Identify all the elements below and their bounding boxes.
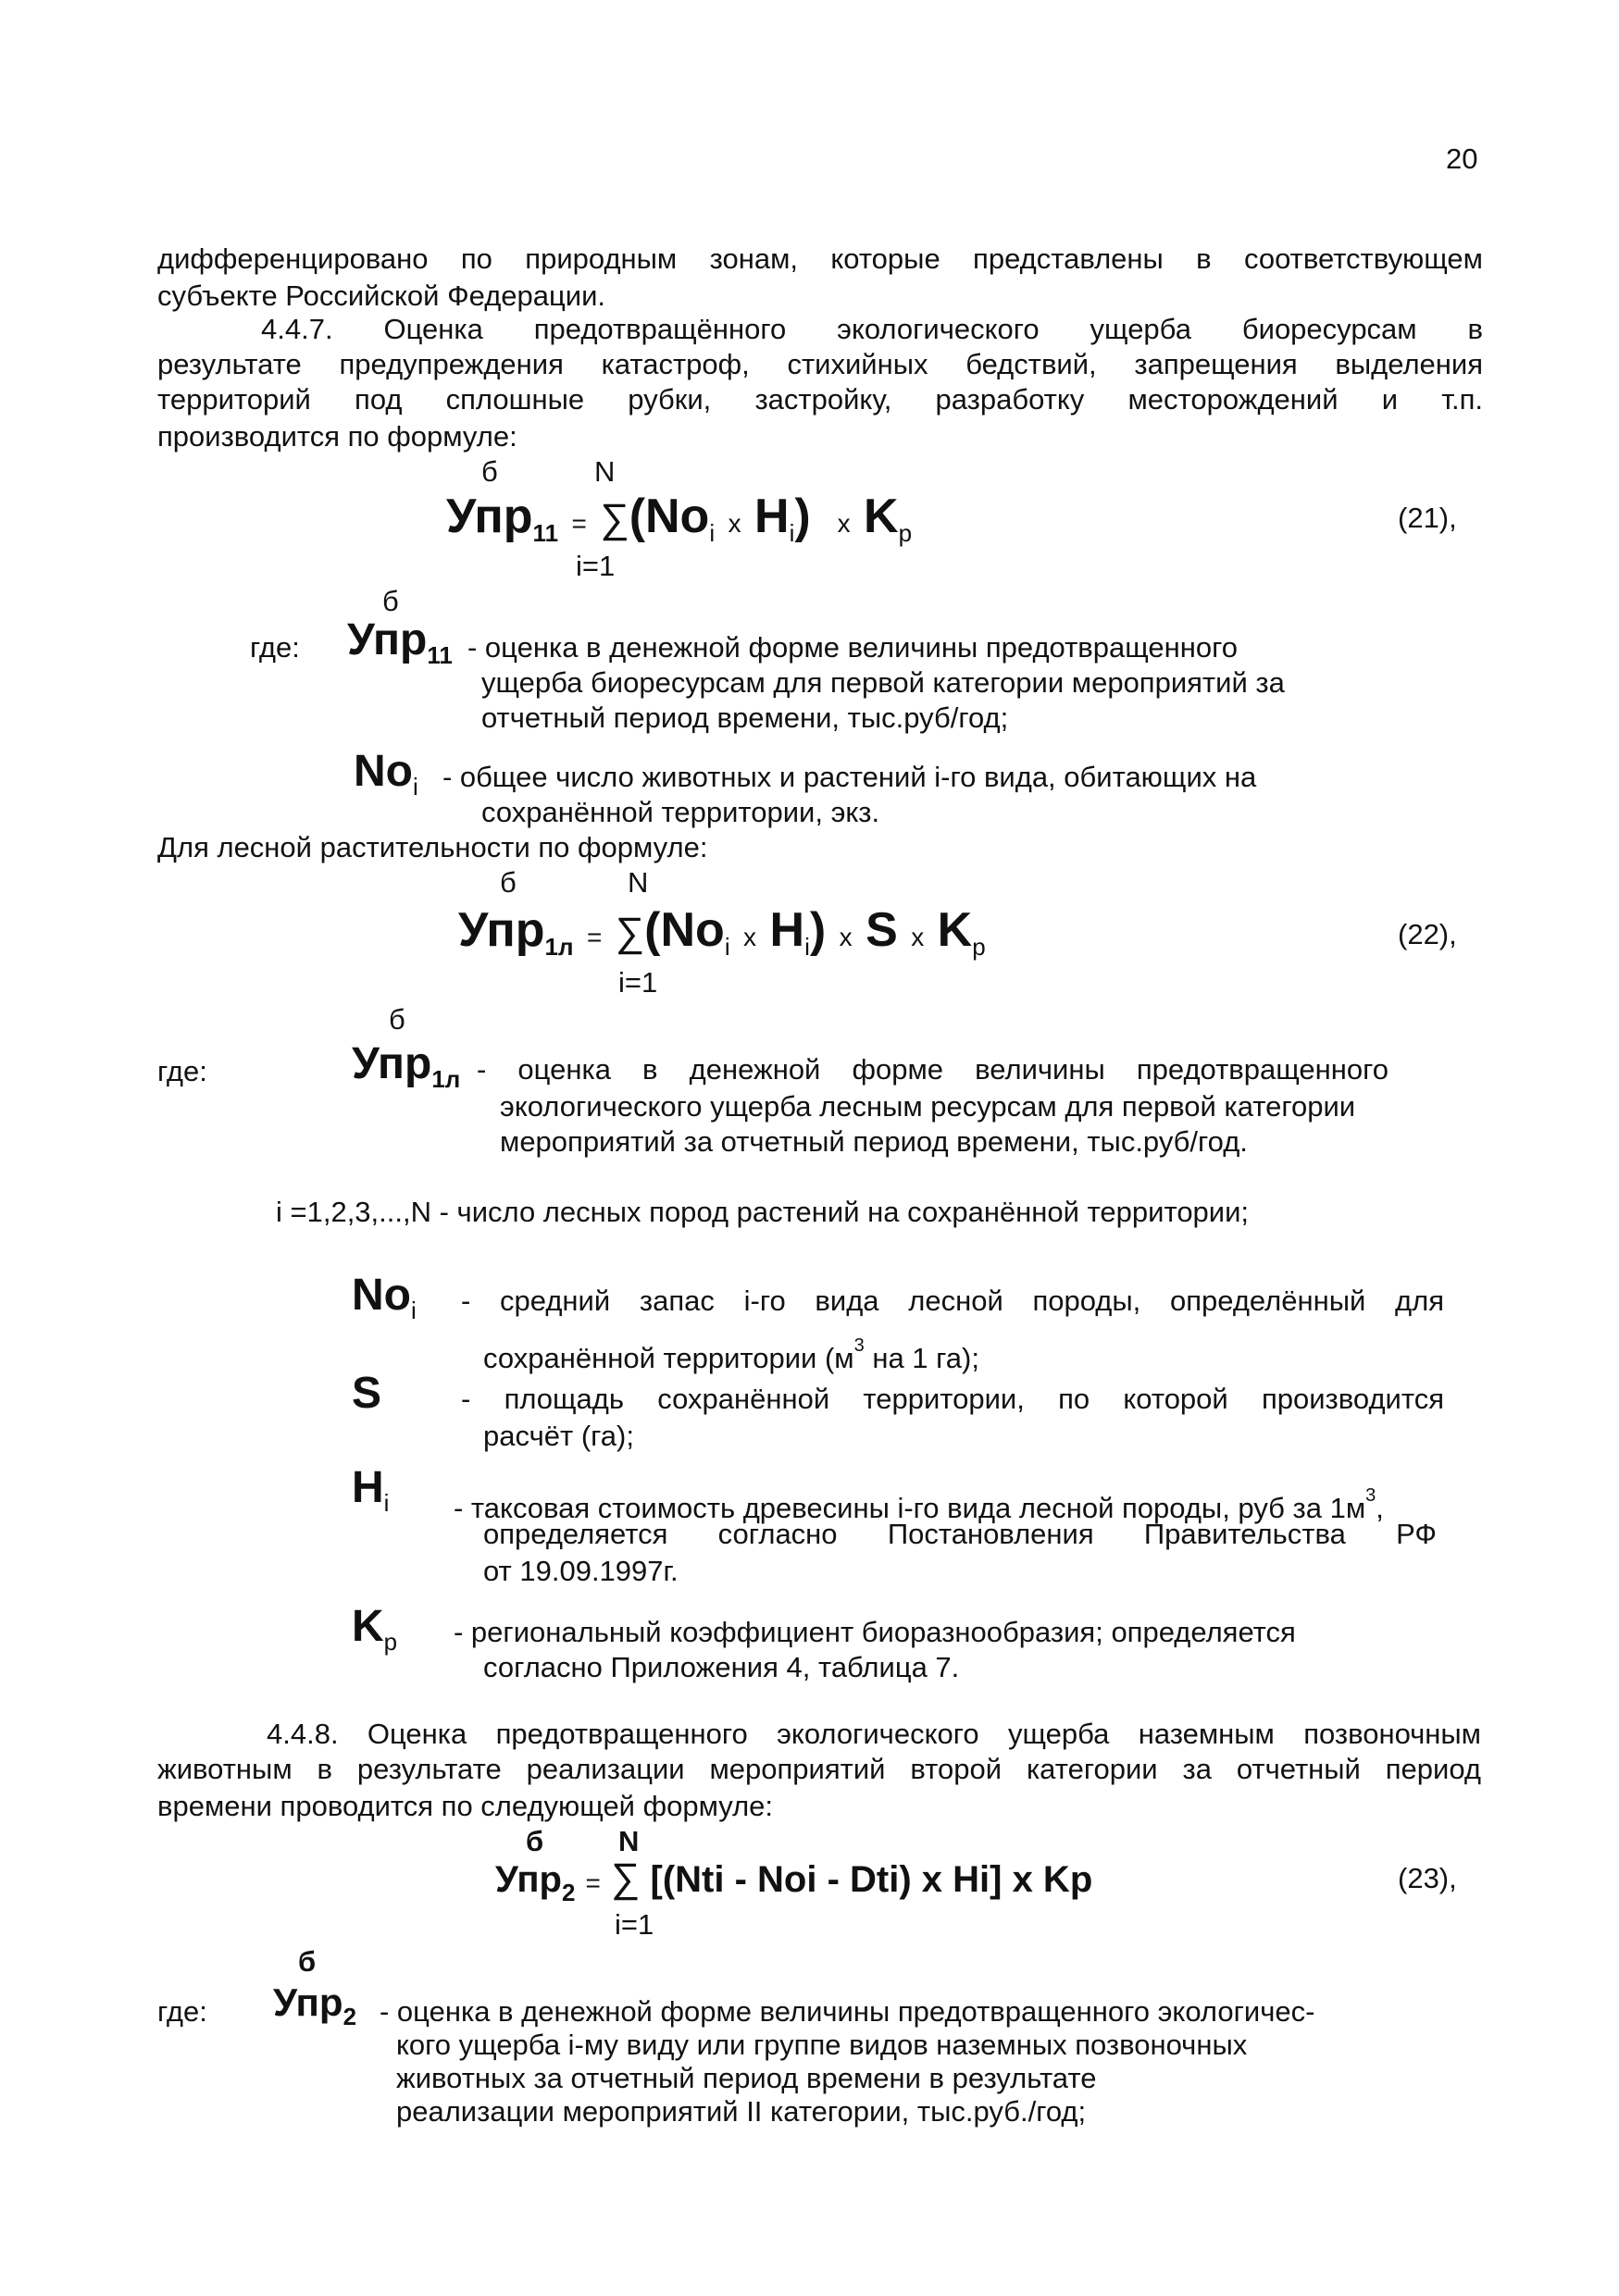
def21-d1-line-2: ущерба биоресурсам для первой категории мероприятий за bbox=[481, 666, 1285, 699]
def22-h-line-1a: - таксовая стоимость древесины i-го вида лесной породы, руб за 1м bbox=[454, 1492, 1366, 1524]
f21-lhs-sub: 11 bbox=[532, 519, 559, 547]
f21-lower-b: б bbox=[382, 585, 399, 617]
def23-where: где: bbox=[157, 1995, 207, 2028]
f21-sigma: ∑ bbox=[600, 496, 629, 541]
p448-line-2: животным в результате реализации мероприятий второй категории за отчетный период bbox=[157, 1753, 1481, 1785]
def22-d-line-2: экологического ущерба лесным ресурсам для первой категории bbox=[500, 1090, 1356, 1123]
f23-eq: = bbox=[585, 1868, 601, 1897]
f21-times-2: x bbox=[837, 509, 851, 538]
f21-sub-i2: i bbox=[789, 519, 795, 547]
p447-line-3: территорий под сплошные рубки, застройку, разработку месторождений и т.п. bbox=[157, 383, 1483, 416]
f22-k: K bbox=[937, 903, 973, 957]
def22-no-main: No bbox=[352, 1271, 411, 1320]
f23-body: [(Nti - Noi - Dti) x Hi] x Kp bbox=[650, 1859, 1093, 1900]
def22-sym-sub: 1л bbox=[431, 1065, 461, 1093]
def23-sym bbox=[273, 1980, 356, 2031]
f23-upper-b: б bbox=[526, 1825, 544, 1857]
def21-d1-line-1: - оценка в денежной форме величины предотвращенного bbox=[467, 631, 1238, 664]
def22-where: где: bbox=[157, 1055, 207, 1087]
p448-line-3: времени проводится по следующей формуле: bbox=[157, 1790, 774, 1822]
def22-s-main: S bbox=[352, 1369, 382, 1418]
f22-times-1: x bbox=[743, 923, 757, 951]
f21-open: (No bbox=[629, 490, 710, 543]
def21-d2-line-1: - общее число животных и растений i-го вида, обитающих на bbox=[442, 761, 1257, 793]
def22-h-line-3: от 19.09.1997г. bbox=[483, 1555, 679, 1587]
def22-h-main: H bbox=[352, 1463, 384, 1512]
f21-h: H bbox=[754, 490, 790, 543]
def22-no-sym bbox=[352, 1270, 417, 1325]
def22-d-line-3: мероприятий за отчетный период времени, тыс.руб/год. bbox=[500, 1125, 1248, 1158]
def21-sym1 bbox=[347, 614, 453, 670]
p447-line-1: 4.4.7. Оценка предотвращённого экологического ущерба биоресурсам в bbox=[261, 313, 1483, 345]
def23-line-4: реализации мероприятий II категории, тыс.руб./год; bbox=[396, 2095, 1087, 2128]
f22-lhs-sub: 1л bbox=[544, 933, 574, 961]
f22-s: S bbox=[866, 903, 898, 957]
def21-where: где: bbox=[250, 631, 300, 664]
f21-number: (21), bbox=[1398, 502, 1457, 534]
def22-k-main: K bbox=[352, 1602, 384, 1651]
def22-h-line-1-sup: 3 bbox=[1365, 1485, 1376, 1506]
f22-number: (22), bbox=[1398, 918, 1457, 950]
def23-sym-sub: 2 bbox=[342, 2003, 357, 2030]
f21-lhs: Упр bbox=[446, 490, 533, 543]
f21-upper-b: б bbox=[481, 455, 498, 488]
def22-no-line-2 bbox=[483, 1327, 979, 1377]
formula-23 bbox=[495, 1853, 1092, 1918]
def22-no-line-1: - средний запас i-го вида лесной породы, определённый для bbox=[461, 1285, 1444, 1317]
f23-lhs: Упр bbox=[495, 1859, 562, 1900]
def22-k-sub: p bbox=[383, 1628, 398, 1656]
forest-intro: Для лесной растительности по формуле: bbox=[157, 831, 708, 863]
def23-line-2: кого ущерба i-му виду или группе видов наземных позвоночных bbox=[396, 2029, 1248, 2061]
f21-k-sub: p bbox=[898, 519, 913, 547]
def21-sym1-main: Упр bbox=[347, 615, 428, 664]
f22-lower-b: б bbox=[389, 1003, 405, 1036]
f21-sum-bottom: i=1 bbox=[576, 550, 616, 582]
def22-d-line-1: - оценка в денежной форме величины предотвращенного bbox=[477, 1053, 1389, 1086]
def21-sym2-main: No bbox=[354, 747, 413, 796]
formula-22 bbox=[458, 900, 986, 977]
f23-lhs-sub: 2 bbox=[561, 1879, 576, 1906]
f22-eq: = bbox=[586, 923, 603, 951]
page-number: 20 bbox=[1446, 143, 1478, 175]
f22-open: (No bbox=[644, 903, 725, 957]
def22-sym bbox=[352, 1038, 460, 1094]
f23-sum-bottom: i=1 bbox=[615, 1908, 654, 1941]
def22-k-line-2: согласно Приложения 4, таблица 7. bbox=[483, 1651, 960, 1683]
f22-close: ) bbox=[809, 903, 827, 957]
f22-sub-i2: i bbox=[804, 933, 810, 961]
f21-eq: = bbox=[571, 509, 587, 538]
def21-d2-line-2: сохранённой территории, экз. bbox=[481, 796, 880, 828]
def22-s-line-2: расчёт (га); bbox=[483, 1420, 634, 1452]
def22-h-line-1b: , bbox=[1376, 1492, 1384, 1524]
def22-h-line-2: определяется согласно Постановления Правительства РФ bbox=[483, 1518, 1437, 1550]
f21-k: K bbox=[864, 490, 899, 543]
f22-sum-bottom: i=1 bbox=[618, 966, 658, 999]
def23-line-1: - оценка в денежной форме величины предотвращенного экологичес- bbox=[380, 1995, 1315, 2028]
f22-times-2: x bbox=[839, 923, 853, 951]
def22-k-line-1: - региональный коэффициент биоразнообразия; определяется bbox=[454, 1616, 1296, 1648]
def21-d1-line-3: отчетный период времени, тыс.руб/год; bbox=[481, 701, 1009, 734]
f22-sub-i1: i bbox=[724, 933, 730, 961]
def21-sym2 bbox=[354, 746, 418, 801]
def21-sym2-sub: i bbox=[412, 773, 418, 800]
f22-upper-b: б bbox=[500, 866, 517, 899]
formula-21 bbox=[446, 486, 912, 564]
f22-lhs: Упр bbox=[458, 903, 545, 957]
f21-times-1: x bbox=[728, 509, 741, 538]
f21-sub-i1: i bbox=[709, 519, 716, 547]
def23-line-3: животных за отчетный период времени в результате bbox=[396, 2062, 1097, 2094]
f23-sum-top: N bbox=[618, 1825, 640, 1857]
def22-no-line-2a: сохранённой территории (м bbox=[483, 1342, 854, 1374]
def22-no-line-2b: на 1 га); bbox=[864, 1342, 979, 1374]
f22-times-3: x bbox=[911, 923, 925, 951]
f22-sigma: ∑ bbox=[615, 910, 645, 955]
def22-s-sym bbox=[352, 1368, 381, 1419]
f23-lower-b: б bbox=[298, 1945, 317, 1978]
intro-line-1: дифференцировано по природным зонам, которые представлены в соответствующем bbox=[157, 242, 1483, 275]
f21-close: ) bbox=[794, 490, 811, 543]
f23-number: (23), bbox=[1398, 1862, 1457, 1894]
f22-k-sub: p bbox=[972, 933, 986, 961]
def22-h-sym bbox=[352, 1462, 389, 1518]
intro-line-2: субъекте Российской Федерации. bbox=[157, 279, 606, 312]
def22-i-line: i =1,2,3,...,N - число лесных пород растений на сохранённой территории; bbox=[276, 1196, 1250, 1228]
def22-sym-main: Упр bbox=[352, 1039, 432, 1088]
f23-sigma: ∑ bbox=[611, 1855, 641, 1901]
def21-sym1-sub: 11 bbox=[427, 641, 453, 669]
def22-s-line-1: - площадь сохранённой территории, по которой производится bbox=[461, 1383, 1444, 1415]
p447-line-2: результате предупреждения катастроф, стихийных бедствий, запрещения выделения bbox=[157, 348, 1483, 380]
def22-no-line-2-sup: 3 bbox=[853, 1335, 865, 1356]
def22-k-sym bbox=[352, 1601, 397, 1657]
p448-line-1: 4.4.8. Оценка предотвращенного экологического ущерба наземным позвоночным bbox=[267, 1718, 1481, 1750]
def22-h-sub: i bbox=[383, 1489, 390, 1517]
p447-line-4: производится по формуле: bbox=[157, 420, 517, 453]
def22-no-sub: i bbox=[410, 1297, 417, 1324]
f21-sum-top: N bbox=[594, 455, 616, 488]
f22-h: H bbox=[769, 903, 805, 957]
f22-sum-top: N bbox=[628, 866, 649, 899]
def23-sym-main: Упр bbox=[273, 1980, 343, 2024]
